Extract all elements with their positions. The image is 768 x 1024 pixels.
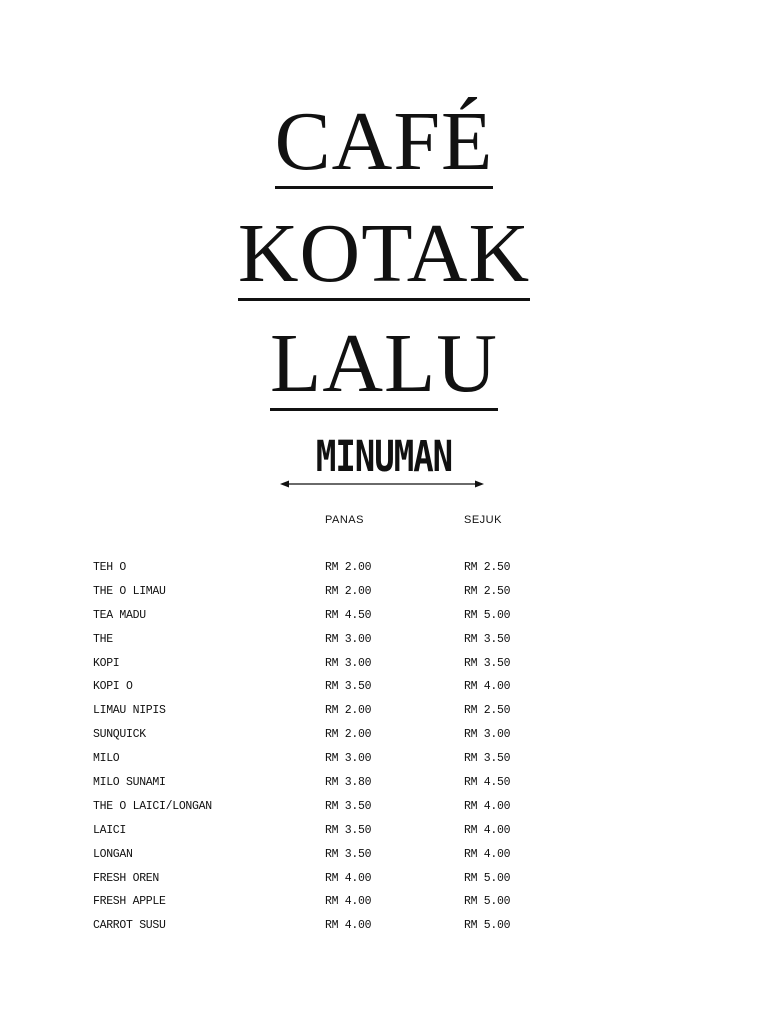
item-name: TEA MADU: [93, 608, 146, 622]
item-price-hot: RM 3.80: [325, 776, 372, 790]
title-line-3: [0, 317, 768, 411]
item-price-hot: RM 3.00: [325, 656, 372, 670]
title-line-1: [0, 95, 768, 189]
item-price-cold: RM 2.50: [464, 561, 511, 574]
item-price-cold: RM 3.50: [464, 656, 511, 670]
item-name: THE O LAICI/LONGAN: [93, 799, 212, 813]
title-line-2-text: KOTAK: [237, 207, 531, 300]
title-line-2: [0, 207, 768, 301]
double-arrow-divider-icon: [280, 477, 484, 491]
item-price-cold: RM 4.00: [464, 680, 511, 694]
item-price-cold: RM 5.00: [464, 608, 511, 622]
item-price-cold: RM 5.00: [464, 919, 511, 933]
menu-list: [0, 559, 768, 941]
item-price-cold: RM 3.50: [464, 632, 511, 646]
item-name: KOPI O: [93, 680, 133, 694]
menu-row: [0, 798, 768, 822]
menu-row: [0, 655, 768, 679]
item-name: FRESH OREN: [93, 871, 160, 885]
item-price-cold: RM 4.00: [464, 847, 511, 861]
item-price-hot: RM 3.00: [325, 752, 372, 766]
title-line-3-text: LALU: [270, 317, 498, 410]
item-price-hot: RM 3.50: [325, 799, 372, 813]
item-name: SUNQUICK: [93, 728, 146, 742]
item-price-cold: RM 4.50: [464, 776, 511, 790]
item-name: MILO SUNAMI: [93, 776, 166, 790]
item-name: LIMAU NIPIS: [93, 704, 166, 718]
item-name: KOPI: [93, 656, 120, 670]
menu-row: [0, 774, 768, 798]
menu-row: [0, 583, 768, 607]
menu-row: [0, 631, 768, 655]
menu-row: [0, 893, 768, 917]
menu-row: [0, 702, 768, 726]
section-title-minuman: MINUMAN: [315, 432, 453, 482]
title-line-1-text: CAFÉ: [274, 95, 494, 188]
item-price-cold: RM 2.50: [464, 584, 511, 598]
item-price-cold: RM 4.00: [464, 823, 511, 837]
item-name: CARROT SUSU: [93, 919, 166, 933]
item-name: LONGAN: [93, 847, 133, 861]
item-price-hot: RM 2.00: [325, 561, 372, 574]
column-header-sejuk: SEJUK: [464, 514, 502, 526]
item-price-hot: RM 3.00: [325, 632, 372, 646]
menu-row: [0, 678, 768, 702]
item-price-cold: RM 2.50: [464, 704, 511, 718]
item-price-hot: RM 2.00: [325, 704, 372, 718]
menu-row: [0, 870, 768, 894]
menu-row: [0, 726, 768, 750]
item-price-hot: RM 2.00: [325, 728, 372, 742]
item-price-cold: RM 3.00: [464, 728, 511, 742]
item-name: FRESH APPLE: [93, 895, 166, 909]
item-price-hot: RM 4.00: [325, 871, 372, 885]
item-name: THE O LIMAU: [93, 584, 166, 598]
item-price-cold: RM 3.50: [464, 752, 511, 766]
item-name: MILO: [93, 752, 120, 766]
item-name: THE: [93, 632, 113, 646]
item-price-hot: RM 4.00: [325, 895, 372, 909]
item-name: TEH O: [93, 561, 127, 574]
menu-row: [0, 822, 768, 846]
item-name: LAICI: [93, 823, 127, 837]
item-price-hot: RM 4.00: [325, 919, 372, 933]
menu-row: [0, 559, 768, 583]
item-price-hot: RM 2.00: [325, 584, 372, 598]
item-price-cold: RM 5.00: [464, 895, 511, 909]
item-price-cold: RM 5.00: [464, 871, 511, 885]
menu-row: [0, 750, 768, 774]
menu-row: [0, 846, 768, 870]
menu-row: [0, 607, 768, 631]
item-price-cold: RM 4.00: [464, 799, 511, 813]
item-price-hot: RM 3.50: [325, 680, 372, 694]
item-price-hot: RM 4.50: [325, 608, 372, 622]
column-header-panas: PANAS: [325, 514, 364, 526]
item-price-hot: RM 3.50: [325, 823, 372, 837]
menu-row: [0, 917, 768, 941]
item-price-hot: RM 3.50: [325, 847, 372, 861]
